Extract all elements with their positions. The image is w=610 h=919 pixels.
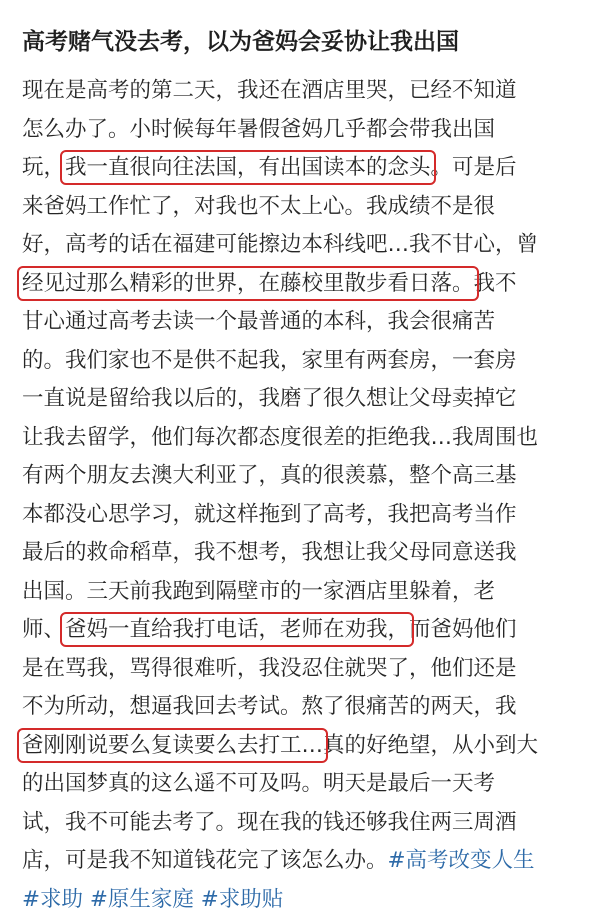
hashtag-link[interactable]: #高考改变人生 [388,848,535,873]
post-body-line [22,688,610,727]
post-container [22,26,610,919]
body-text: 的出国梦真的这么遥不可及吗。明天是最后一天考 [22,771,495,796]
body-text: 我不 [474,271,517,296]
body-text: 的。我们家也不是供不起我，家里有两套房，一套房 [22,348,517,373]
post-body-line [22,188,610,227]
body-text: 师、 [22,617,65,642]
body-text: 好，高考的话在福建可能擦边本科线吧…我不甘心，曾 [22,232,538,257]
post-body-line [22,534,610,573]
body-text: 有两个朋友去澳大利亚了，真的很羡慕，整个高三基 [22,463,517,488]
post-body-line [22,149,610,188]
highlighted-sentence: 爸妈一直给我打电话，老师在劝我， [65,617,409,642]
body-text: 。可是后 [431,155,517,180]
post-body-line [22,226,610,265]
post-title: 高考赌气没去考，以为爸妈会妥协让我出国 [22,26,610,58]
post-body-line [22,765,610,804]
post-body-line [22,727,610,766]
body-text: 来爸妈工作忙了，对我也不太上心。我成绩不是很 [22,194,495,219]
post-body-line [22,573,610,612]
post-body-line [22,380,610,419]
hashtag-link[interactable]: #原生家庭 [90,887,194,912]
body-text: 现在是高考的第二天，我还在酒店里哭，已经不知道 [22,78,517,103]
body-text: 让我去留学，他们每次都态度很差的拒绝我…我周围也 [22,425,538,450]
body-text: 一直说是留给我以后的，我磨了很久想让父母卖掉它 [22,386,517,411]
post-body-line [22,111,610,150]
post-body-line [22,342,610,381]
hashtag-link[interactable]: #求助 [22,887,83,912]
body-text: 最后的救命稻草，我不想考，我想让我父母同意送我 [22,540,517,565]
body-text: 而爸妈他们 [409,617,517,642]
body-text: 甘心通过高考去读一个最普通的本科，我会很痛苦 [22,309,495,334]
hashtag-link[interactable]: #求助贴 [201,887,284,912]
post-body [22,72,610,919]
body-text: 不为所动，想逼我回去考试。熬了很痛苦的两天，我 [22,694,517,719]
body-text [83,887,90,912]
post-body-line [22,72,610,111]
body-text [194,887,201,912]
body-text: 试，我不可能去考了。现在我的钱还够我住两三周酒 [22,810,517,835]
body-text: 本都没心思学习，就这样拖到了高考，我把高考当作 [22,502,517,527]
post-body-line [22,804,610,843]
post-body-line [22,881,610,919]
body-text: 玩， [22,155,65,180]
body-text: 怎么办了。小时候每年暑假爸妈几乎都会带我出国 [22,117,495,142]
body-text: 出国。三天前我跑到隔壁市的一家酒店里躲着，老 [22,579,495,604]
body-text: 是在骂我，骂得很难听，我没忍住就哭了，他们还是 [22,656,517,681]
post-body-line [22,419,610,458]
post-body-line [22,265,610,304]
body-text: 店，可是我不知道钱花完了该怎么办。 [22,848,388,873]
post-body-line [22,496,610,535]
post-body-line [22,842,610,881]
highlighted-sentence: 经见过那么精彩的世界，在藤校里散步看日落。 [22,271,474,296]
highlighted-sentence: 我一直很向往法国，有出国读本的念头 [65,155,431,180]
highlighted-sentence: 爸刚刚说要么复读要么去打工… [22,733,323,758]
post-body-line [22,303,610,342]
post-body-line [22,611,610,650]
body-text: 真的好绝望，从小到大 [323,733,538,758]
post-body-line [22,457,610,496]
post-body-line [22,650,610,689]
